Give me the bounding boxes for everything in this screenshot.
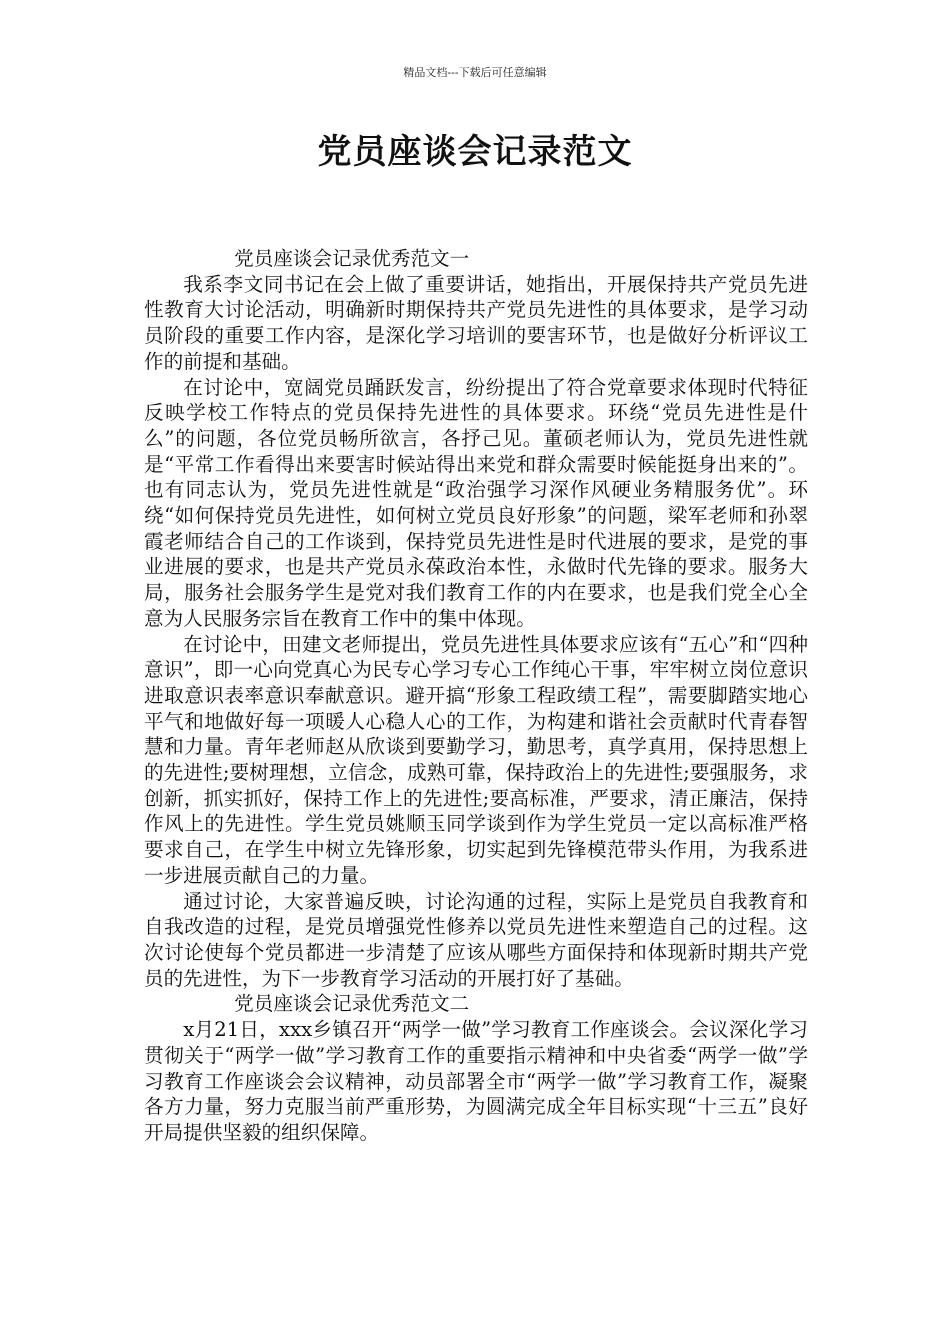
section-heading-2: 党员座谈会记录优秀范文二 — [234, 992, 470, 1016]
document-body — [144, 246, 808, 1146]
paragraph: 在讨论中，宽阔党员踊跃发言，纷纷提出了符合党章要求体现时代特征反映学校工作特点的党员保持先进性的具体要求。环绕“党员先进性是什么”的问题，各位党员畅所欲言，各抒己见。董硕老师认为，党员先进性就是“平常工作看得出来要害时候站得出来党和群众需要时候能挺身出来的”。也有同志认为，党员先进性就是“政治强学习深作风硬业务精服务优”。环绕“如何保持党员先进性，如何树立党员良好形象”的问题，梁军老师和孙翠霞老师结合自己的工作谈到，保持党员先进性是时代进展的要求，是党的事业进展的要求，也是共产党员永葆政治本性，永做时代先锋的要求。服务大局，服务社会服务学生是党对我们教育工作的内在要求，也是我们党全心全意为人民服务宗旨在教育工作中的集中体现。 — [144, 375, 808, 630]
header-note: 精品文档---下载后可任意编辑 — [403, 66, 547, 79]
paragraph: 在讨论中，田建文老师提出，党员先进性具体要求应该有“五心”和“四种意识”，即一心向党真心为民专心学习专心工作纯心干事，牢牢树立岗位意识进取意识表率意识奉献意识。避开搞“形象工程政绩工程”，需要脚踏实地心平气和地做好每一项暖人心稳人心的工作，为构建和谐社会贡献时代青春智慧和力量。青年老师赵从欣谈到要勤学习，勤思考，真学真用，保持思想上的先进性;要树理想，立信念，成熟可靠，保持政治上的先进性;要强服务，求创新，抓实抓好，保持工作上的先进性;要高标准，严要求，清正廉洁，保持作风上的先进性。学生党员姚顺玉同学谈到作为学生党员一定以高标准严格要求自己，在学生中树立先锋形象，切实起到先锋模范带头作用，为我系进一步进展贡献自己的力量。 — [144, 632, 808, 887]
document-title: 党员座谈会记录范文 — [317, 132, 633, 172]
paragraph: 通过讨论，大家普遍反映，讨论沟通的过程，实际上是党员自我教育和自我改造的过程，是党员增强党性修养以党员先进性来塑造自己的过程。这次讨论使每个党员都进一步清楚了应该从哪些方面保持和体现新时期共产党员的先进性，为下一步教育学习活动的开展打好了基础。 — [144, 889, 808, 990]
paragraph: x月21日，xxx乡镇召开“两学一做”学习教育工作座谈会。会议深化学习贯彻关于“两学一做”学习教育工作的重要指示精神和中央省委“两学一做”学习教育工作座谈会会议精神，动员部署全市“两学一做”学习教育工作，凝聚各方力量，努力克服当前严重形势，为圆满完成全年目标实现“十三五”良好开局提供坚毅的组织保障。 — [144, 1018, 808, 1144]
paragraph: 我系李文同书记在会上做了重要讲话，她指出，开展保持共产党员先进性教育大讨论活动，明确新时期保持共产党员先进性的具体要求，是学习动员阶段的重要工作内容，是深化学习培训的要害环节，也是做好分析评议工作的前提和基础。 — [144, 272, 808, 373]
section-heading-1: 党员座谈会记录优秀范文一 — [234, 247, 470, 270]
